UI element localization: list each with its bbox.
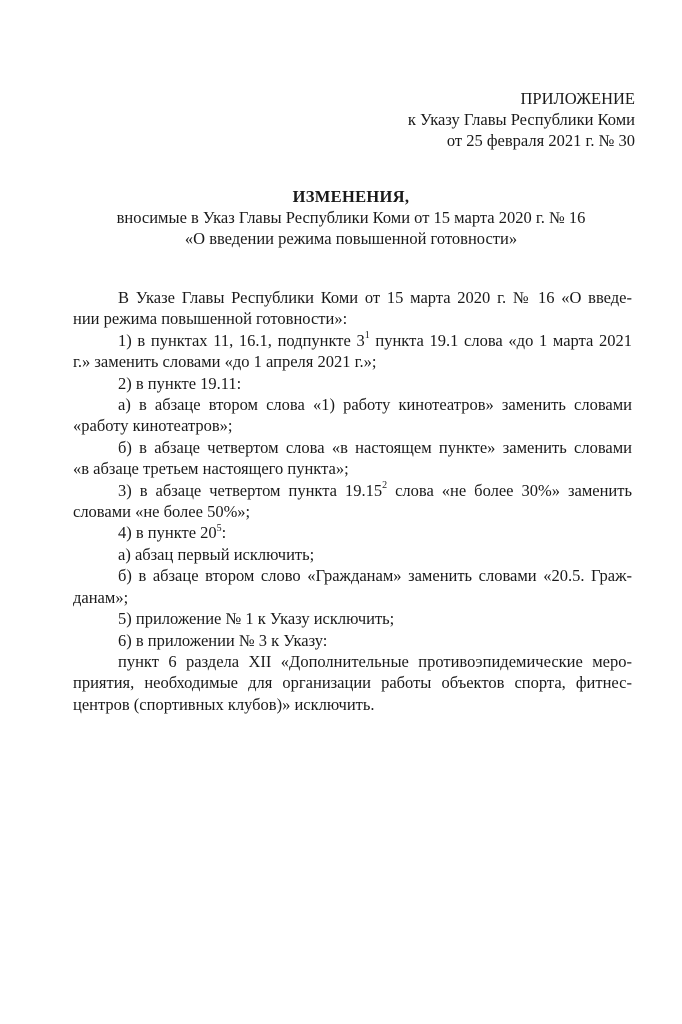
paragraph-item-6-text	[73, 651, 632, 715]
text-fragment: 3) в абзаце четвертом пункта 19.15	[118, 480, 383, 500]
text-fragment: пункта 19.1 слова «до 1 марта 2021	[369, 330, 632, 350]
text-line: а) в абзаце втором слова «1) работу кинотеатров» заменить словами	[118, 395, 632, 415]
text-line: 6) в приложении № 3 к Указу:	[118, 630, 328, 650]
paragraph-item-2a	[73, 394, 632, 437]
text-fragment: 4) в пункте 20	[118, 523, 217, 543]
superscript: 5	[216, 522, 222, 534]
text-fragment: 1) в пунктах 11, 16.1, подпункте 3	[118, 330, 365, 350]
text-line	[73, 480, 632, 501]
superscript: 1	[364, 330, 370, 342]
appendix-label: ПРИЛОЖЕНИЕ	[520, 89, 635, 108]
appendix-decree-ref: к Указу Главы Республики Коми	[407, 110, 635, 129]
paragraph-item-2	[73, 373, 632, 394]
text-line: словами «не более 50%»;	[73, 502, 251, 522]
paragraph-item-4	[73, 522, 632, 543]
paragraph-item-4b	[73, 565, 632, 608]
text-fragment: слова «не более 30%» заменить	[387, 480, 632, 500]
paragraph-item-6	[73, 630, 632, 651]
paragraph-item-2b	[73, 437, 632, 480]
text-line: а) абзац первый исключить;	[118, 544, 315, 564]
document-subtitle-line-2: «О введении режима повышенной готовности»	[184, 229, 518, 248]
text-line: «работу кинотеатров»;	[73, 416, 233, 436]
text-line: б) в абзаце втором слово «Гражданам» заменить словами «20.5. Граж-	[118, 566, 632, 586]
document-title: ИЗМЕНЕНИЯ,	[292, 187, 410, 206]
text-line: 5) приложение № 1 к Указу исключить;	[118, 609, 395, 629]
text-line: г.» заменить словами «до 1 апреля 2021 г.»;	[73, 352, 377, 372]
appendix-header	[408, 88, 635, 151]
text-line: данам»;	[73, 587, 129, 607]
paragraph-item-1	[73, 330, 632, 373]
document-subtitle-line-1: вносимые в Указ Главы Республики Коми от 15 марта 2020 г. № 16	[116, 208, 586, 227]
text-line: приятия, необходимые для организации работы объектов спорта, фитнес-	[73, 673, 632, 693]
text-line: 2) в пункте 19.11:	[118, 373, 242, 393]
text-fragment: :	[221, 523, 227, 543]
text-line: «в абзаце третьем настоящего пункта»;	[73, 459, 349, 479]
text-line: В Указе Главы Республики Коми от 15 марта 2020 г. № 16 «О введе-	[118, 288, 632, 307]
paragraph-item-3	[73, 480, 632, 523]
text-line: центров (спортивных клубов)» исключить.	[73, 694, 375, 714]
text-line: б) в абзаце четвертом слова «в настоящем пункте» заменить словами	[118, 437, 632, 457]
paragraph-intro	[73, 287, 632, 330]
document-body	[73, 287, 632, 715]
text-line	[73, 522, 632, 543]
paragraph-item-5	[73, 608, 632, 629]
paragraph-item-4a	[73, 544, 632, 565]
text-line: пункт 6 раздела XII «Дополнительные противоэпидемические меро-	[118, 651, 632, 671]
document-heading	[70, 186, 632, 249]
appendix-decree-date: от 25 февраля 2021 г. № 30	[446, 131, 635, 150]
superscript: 2	[382, 480, 388, 492]
text-line: нии режима повышенной готовности»:	[73, 309, 348, 329]
text-line	[73, 330, 632, 351]
